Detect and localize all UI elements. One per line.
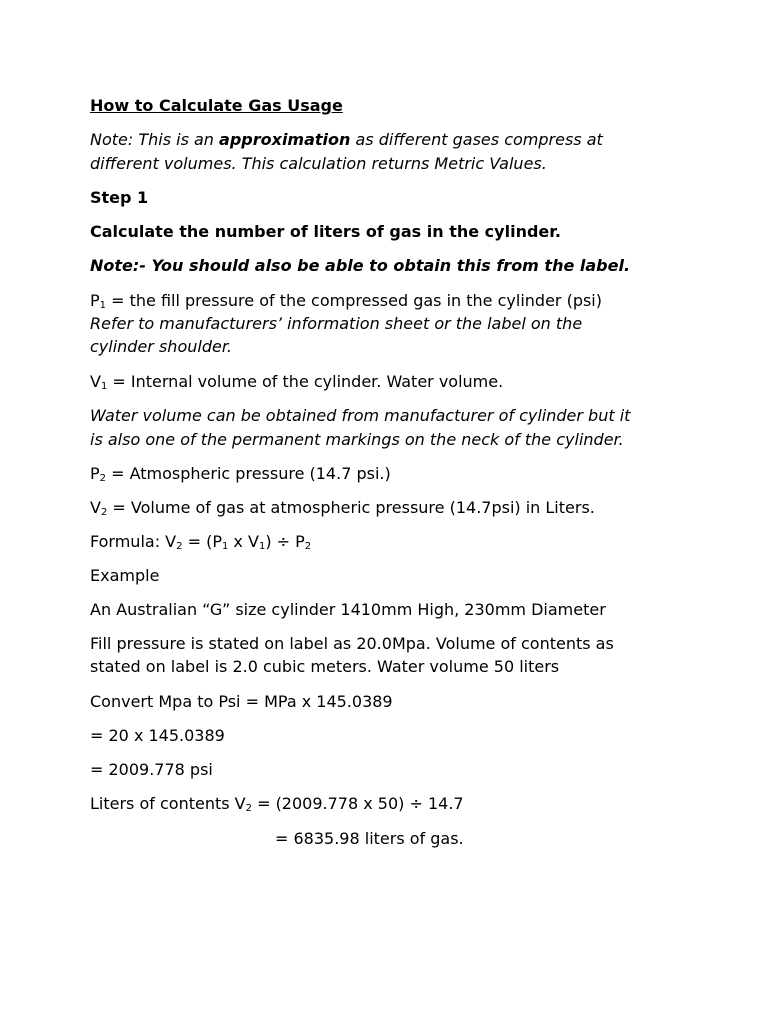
label-note: Note:- You should also be able to obtain this from the label. — [90, 256, 631, 275]
note-prefix: Note: This is an — [90, 130, 220, 149]
p1-note-line-2: cylinder shoulder. — [90, 337, 233, 356]
p1-definition: $P_1$ = the fill pressure of the compressed gas in the cylinder (psi) — [90, 291, 602, 311]
v1-note-line-1: Water volume can be obtained from manufacturer of cylinder but it — [90, 406, 631, 425]
step-instruction: Calculate the number of liters of gas in the cylinder. — [90, 222, 561, 241]
note-emphasis: approximation — [219, 130, 351, 149]
cylinder-description: An Australian “G” size cylinder 1410mm High, 230mm Diameter — [90, 600, 606, 619]
note-line1-rest: as different gases compress at — [350, 130, 603, 149]
example-heading: Example — [90, 566, 160, 585]
contents-line: Liters of contents $V_2 = (2009.778$ x 50) ÷ 14.7 — [90, 794, 464, 814]
v1-note-line-2: is also one of the permanent markings on the neck of the cylinder. — [90, 430, 624, 449]
p1-note-line-1: Refer to manufacturers’ information sheet or the label on the — [90, 314, 583, 333]
document-title: How to Calculate Gas Usage — [90, 96, 343, 115]
fill-pressure-line-1: Fill pressure is stated on label as 20.0Mpa. Volume of contents as — [90, 634, 614, 653]
approximation-note-line-1 — [90, 128, 603, 151]
approximation-note-line-2: different volumes. This calculation returns Metric Values. — [90, 154, 547, 173]
fill-pressure-line-2: stated on label is 2.0 cubic meters. Water volume 50 liters — [90, 657, 560, 676]
calc-line-1: = 20 x 145.0389 — [90, 726, 225, 745]
calc-line-2: = 2009.778 psi — [90, 760, 213, 779]
result-line: = 6835.98 liters of gas. — [275, 829, 464, 848]
v2-definition: $V_2$ = Volume of gas at atmospheric pressure (14.7psi) in Liters. — [90, 498, 595, 518]
formula: Formula: $V_2 = (P_1$ x $V_1) \div P_2$ — [90, 532, 312, 552]
p2-definition: $P_2$ = Atmospheric pressure (14.7 psi.) — [90, 464, 391, 484]
convert-line: Convert Mpa to Psi = MPa x 145.0389 — [90, 692, 393, 711]
step-heading: Step 1 — [90, 188, 149, 207]
v1-definition: $V_1$ = Internal volume of the cylinder. Water volume. — [90, 372, 504, 392]
